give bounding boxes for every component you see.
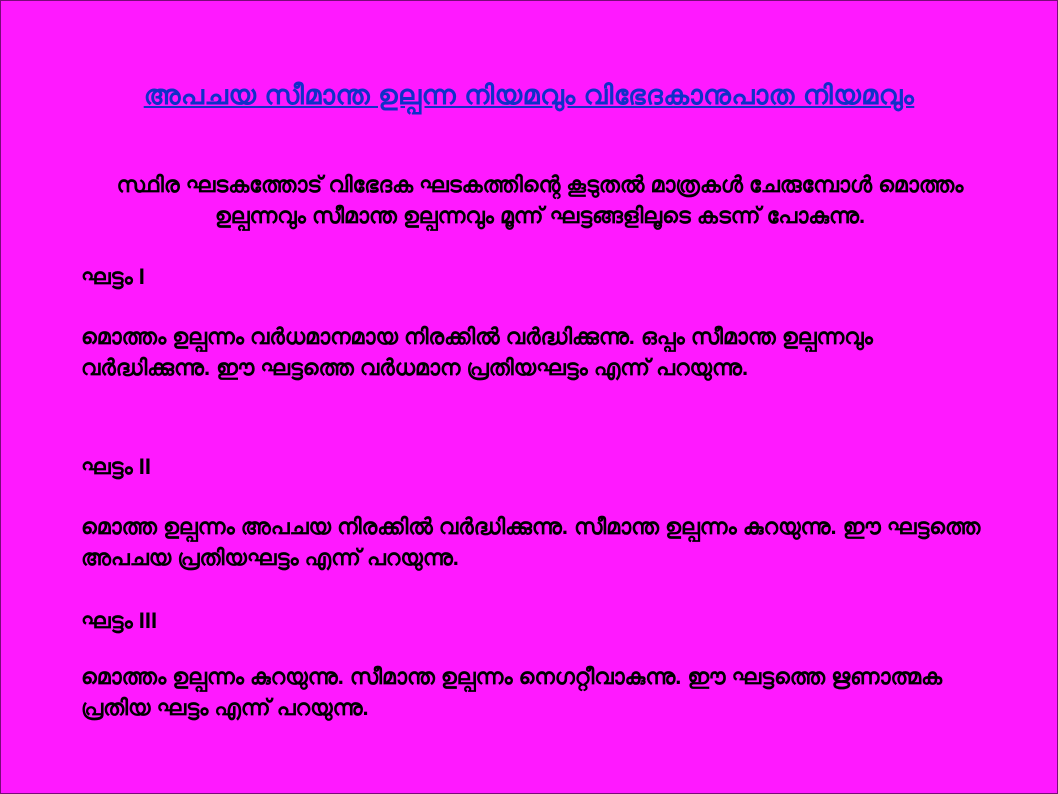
intro-paragraph-block — [81, 169, 999, 231]
section-heading-2: ഘട്ടം II — [81, 454, 151, 479]
section-3-heading-block — [81, 607, 999, 636]
section-heading-3: ഘട്ടം III — [81, 608, 158, 633]
section-2-text-block — [81, 511, 999, 573]
section-2-heading-block — [81, 453, 999, 482]
page-title: അപചയ സീമാന്ത ഉല്പന്ന നിയമവും വിഭേദകാനുപാത നിയമവും — [143, 80, 915, 110]
section-3-text-block — [81, 661, 999, 723]
section-heading-1: ഘട്ടം I — [81, 264, 145, 289]
section-1-heading-block — [81, 263, 999, 292]
section-text-1: മൊത്തം ഉല്പന്നം വർധമാനമായ നിരക്കിൽ വർദ്ധിക്കുന്നു. ഒപ്പം സീമാന്ത ഉല്പന്നവും വർദ്ധിക്കുന്നു. ഈ ഘട്ടത്തെ വർധമാന പ്രതിയഘട്ടം എന്ന് പറയുന്നു. — [81, 324, 873, 381]
section-1-text-block — [81, 321, 999, 383]
section-text-2: മൊത്ത ഉല്പന്നം അപചയ നിരക്കിൽ വർദ്ധിക്കുന്നു. സീമാന്ത ഉല്പന്നം കുറയുന്നു. ഈ ഘട്ടത്തെ അപചയ പ്രതിയഘട്ടം എന്ന് പറയുന്നു. — [81, 514, 981, 571]
intro-paragraph: സ്ഥിര ഘടകത്തോട് വിഭേദക ഘടകത്തിന്റെ കൂടുതൽ മാത്രകൾ ചേരുമ്പോൾ മൊത്തം ഉല്പന്നവും സീമാന്ത ഉല്പന്നവും മൂന്ന് ഘട്ടങ്ങളിലൂടെ കടന്ന് പോകുന്നു. — [116, 172, 964, 229]
section-text-3: മൊത്തം ഉല്പന്നം കുറയുന്നു. സീമാന്ത ഉല്പന്നം നെഗറ്റീവാകുന്നു. ഈ ഘട്ടത്തെ ഋണാത്മക പ്രതിയ ഘട്ടം എന്ന് പറയുന്നു. — [81, 664, 943, 721]
